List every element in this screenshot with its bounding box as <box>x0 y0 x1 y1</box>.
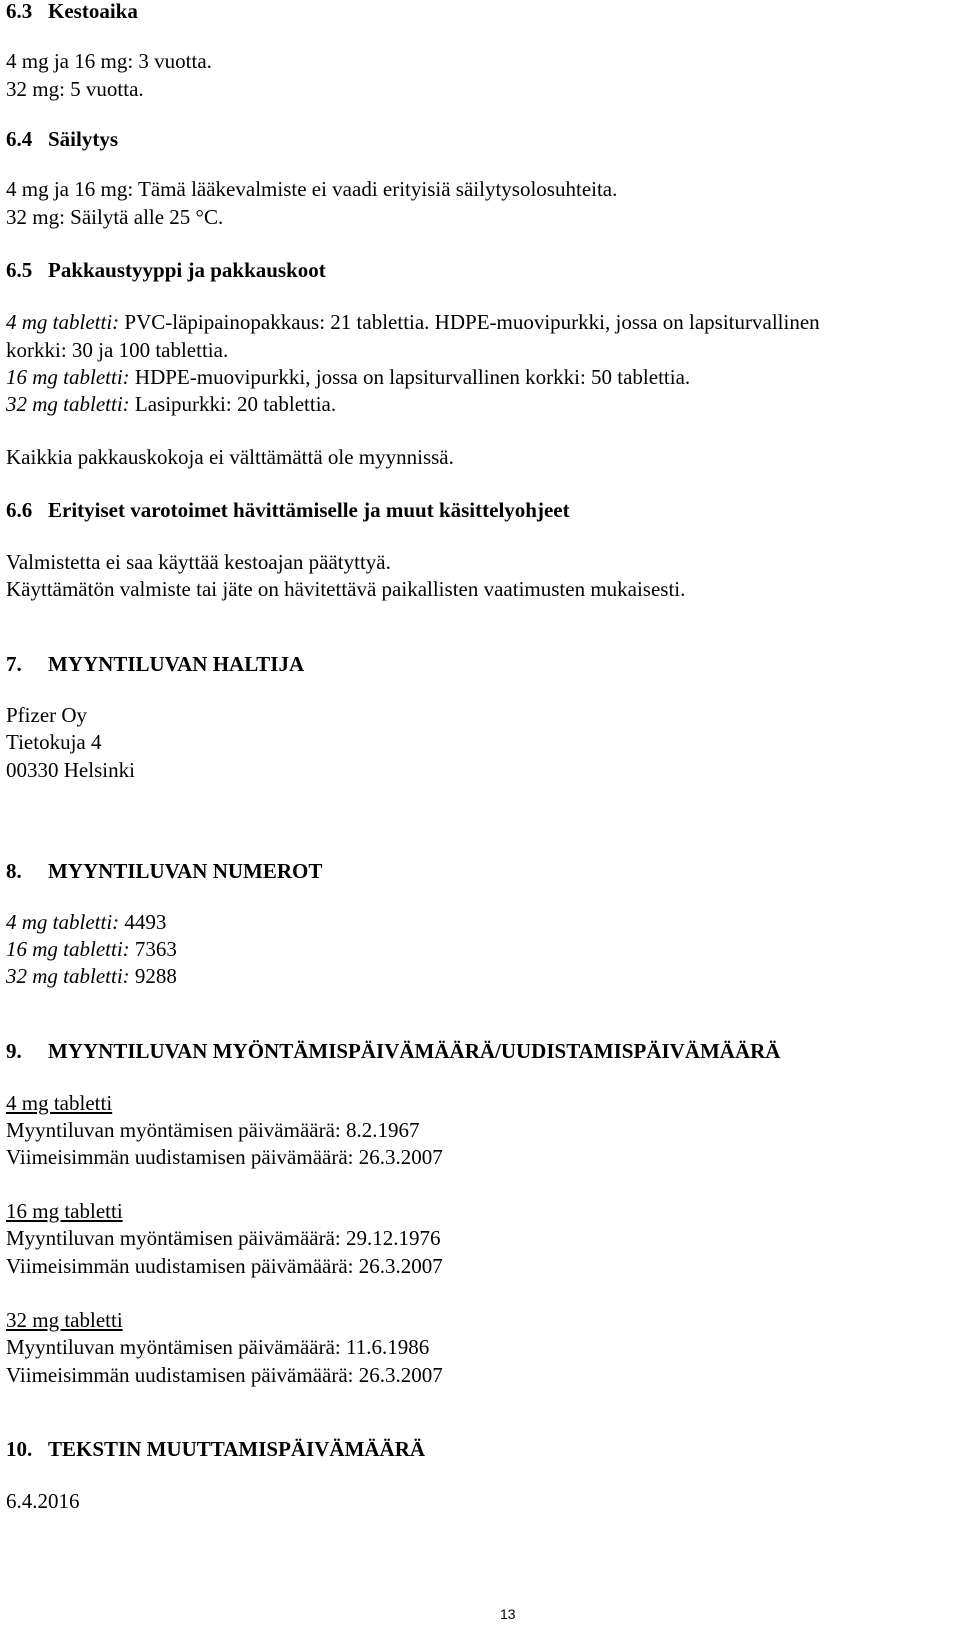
revision-date: 6.4.2016 <box>6 1489 80 1513</box>
holder-name: Pfizer Oy <box>6 703 88 727</box>
shelf-life-line-1: 4 mg ja 16 mg: 3 vuotta. <box>6 49 212 73</box>
holder-city: 00330 Helsinki <box>6 758 135 782</box>
package-4mg-line-cont: korkki: 30 ja 100 tablettia. <box>6 338 229 362</box>
storage-line-1: 4 mg ja 16 mg: Tämä lääkevalmiste ei vaadi erityisiä säilytysolosuhteita. <box>6 177 618 201</box>
license-number-4mg: 4 mg tabletti: 4493 <box>6 910 167 934</box>
section-6-3-heading: 6.3 Kestoaika <box>6 0 138 23</box>
page-number: 13 <box>500 1606 516 1622</box>
disposal-line-2: Käyttämätön valmiste tai jäte on hävitettävä paikallisten vaatimusten mukaisesti. <box>6 577 686 601</box>
section-10-heading: 10. TEKSTIN MUUTTAMISPÄIVÄMÄÄRÄ <box>6 1437 426 1461</box>
section-6-4-heading: 6.4 Säilytys <box>6 127 119 151</box>
group-16mg-heading: 16 mg tabletti <box>6 1199 123 1223</box>
section-9-heading: 9. MYYNTILUVAN MYÖNTÄMISPÄIVÄMÄÄRÄ/UUDISTAMISPÄIVÄMÄÄRÄ <box>6 1039 781 1063</box>
shelf-life-line-2: 32 mg: 5 vuotta. <box>6 77 144 101</box>
license-number-32mg: 32 mg tabletti: 9288 <box>6 964 177 988</box>
group-4mg-heading: 4 mg tabletti <box>6 1091 113 1115</box>
package-4mg-line: 4 mg tabletti: PVC-läpipainopakkaus: 21 tablettia. HDPE-muovipurkki, jossa on lapsiturvallinen <box>6 310 820 334</box>
package-32mg-line: 32 mg tabletti: Lasipurkki: 20 tablettia. <box>6 392 337 416</box>
section-8-heading: 8. MYYNTILUVAN NUMEROT <box>6 859 323 883</box>
group-16mg-granted: Myyntiluvan myöntämisen päivämäärä: 29.12.1976 <box>6 1226 441 1250</box>
license-number-16mg: 16 mg tabletti: 7363 <box>6 937 177 961</box>
group-32mg-granted: Myyntiluvan myöntämisen päivämäärä: 11.6.1986 <box>6 1335 430 1359</box>
section-7-heading: 7. MYYNTILUVAN HALTIJA <box>6 652 305 676</box>
storage-line-2: 32 mg: Säilytä alle 25 °C. <box>6 205 224 229</box>
disposal-line-1: Valmistetta ei saa käyttää kestoajan päätyttyä. <box>6 550 391 574</box>
package-16mg-line: 16 mg tabletti: HDPE-muovipurkki, jossa on lapsiturvallinen korkki: 50 tablettia. <box>6 365 691 389</box>
holder-street: Tietokuja 4 <box>6 730 102 754</box>
section-6-5-heading: 6.5 Pakkaustyyppi ja pakkauskoot <box>6 258 326 282</box>
group-32mg-renewed: Viimeisimmän uudistamisen päivämäärä: 26.3.2007 <box>6 1363 443 1387</box>
section-6-6-heading: 6.6 Erityiset varotoimet hävittämiselle ja muut käsittelyohjeet <box>6 498 570 522</box>
group-4mg-renewed: Viimeisimmän uudistamisen päivämäärä: 26.3.2007 <box>6 1145 443 1169</box>
group-16mg-renewed: Viimeisimmän uudistamisen päivämäärä: 26.3.2007 <box>6 1254 443 1278</box>
group-4mg-granted: Myyntiluvan myöntämisen päivämäärä: 8.2.1967 <box>6 1118 420 1142</box>
package-note: Kaikkia pakkauskokoja ei välttämättä ole myynnissä. <box>6 445 454 469</box>
group-32mg-heading: 32 mg tabletti <box>6 1308 123 1332</box>
